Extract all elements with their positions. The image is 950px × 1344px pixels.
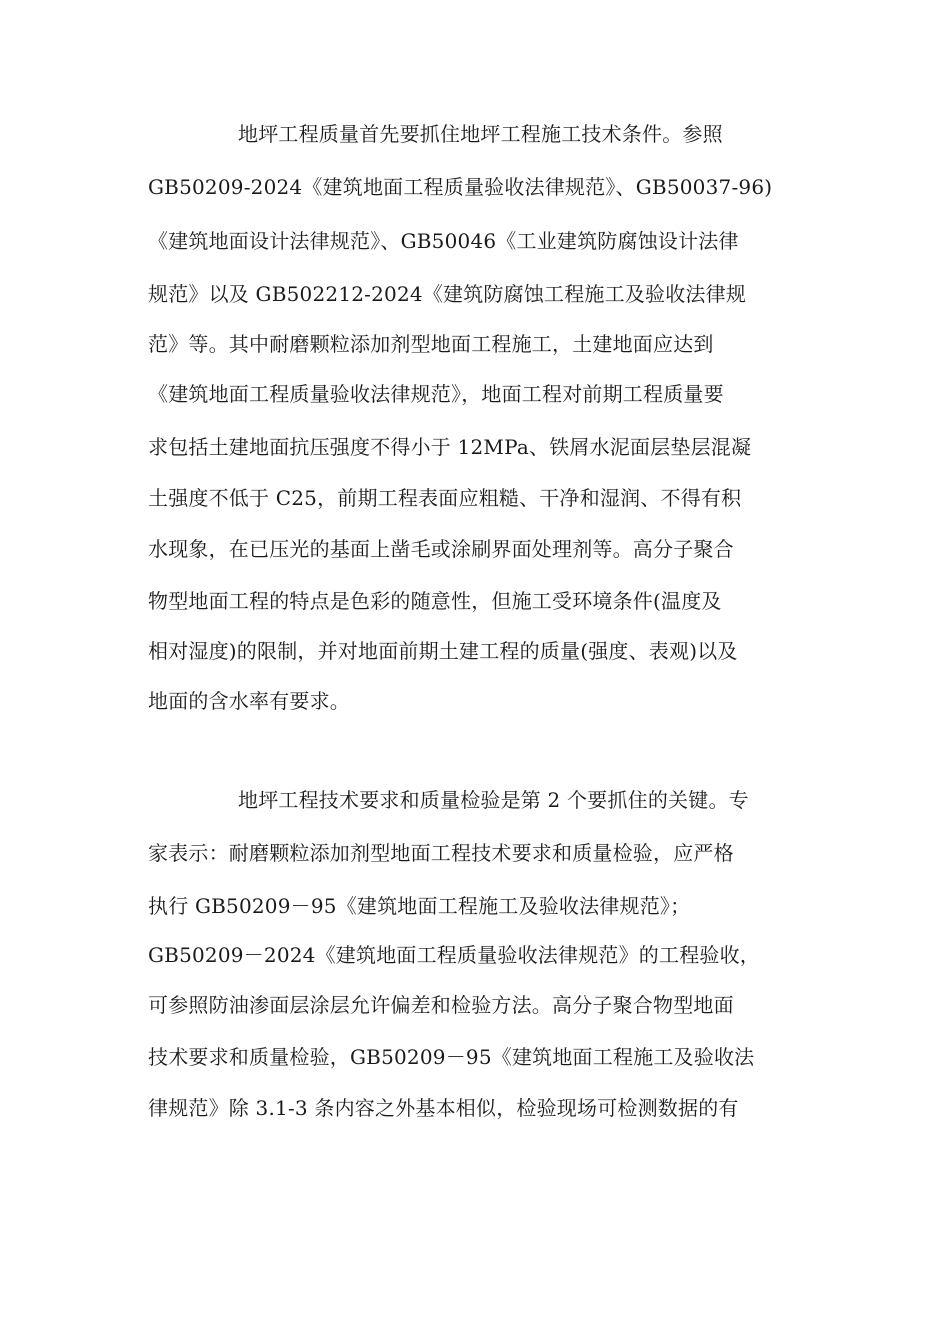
text-line: 《建筑地面设计法律规范》、GB50046《工业建筑防腐蚀设计法律 xyxy=(148,229,739,253)
text-line: GB50209-2024《建筑地面工程质量验收法律规范》、GB50037-96) xyxy=(148,175,773,199)
text-line: 家表示：耐磨颗粒添加剂型地面工程技术要求和质量检验，应严格 xyxy=(148,841,734,865)
text-line: 相对湿度)的限制，并对地面前期土建工程的质量(强度、表观)以及 xyxy=(148,639,738,663)
text-line: 技术要求和质量检验，GB50209－95《建筑地面工程施工及验收法 xyxy=(148,1045,755,1069)
text-line: 地坪工程质量首先要抓住地坪工程施工技术条件。参照 xyxy=(238,122,723,146)
text-line: 地坪工程技术要求和质量检验是第 2 个要抓住的关键。专 xyxy=(238,788,749,812)
text-line: 律规范》除 3.1-3 条内容之外基本相似，检验现场可检测数据的有 xyxy=(148,1096,739,1120)
text-line: 物型地面工程的特点是色彩的随意性，但施工受环境条件(温度及 xyxy=(148,589,722,613)
text-line: 《建筑地面工程质量验收法律规范》，地面工程对前期工程质量要 xyxy=(148,382,724,406)
text-line: 水现象，在已压光的基面上凿毛或涂刷界面处理剂等。高分子聚合 xyxy=(148,537,734,561)
text-line: 地面的含水率有要求。 xyxy=(148,689,350,713)
text-line: 规范》以及 GB502212-2024《建筑防腐蚀工程施工及验收法律规 xyxy=(148,282,747,306)
text-line: 执行 GB50209－95《建筑地面工程施工及验收法律规范》； xyxy=(148,894,691,918)
text-line: GB50209－2024《建筑地面工程质量验收法律规范》的工程验收， xyxy=(148,943,760,967)
text-line: 求包括土建地面抗压强度不得小于 12MPa、铁屑水泥面层垫层混凝 xyxy=(148,435,752,459)
text-line: 范》等。其中耐磨颗粒添加剂型地面工程施工，土建地面应达到 xyxy=(148,332,714,356)
text-line: 土强度不低于 C25，前期工程表面应粗糙、干净和湿润、不得有积 xyxy=(148,486,742,510)
text-line: 可参照防油渗面层涂层允许偏差和检验方法。高分子聚合物型地面 xyxy=(148,993,734,1017)
